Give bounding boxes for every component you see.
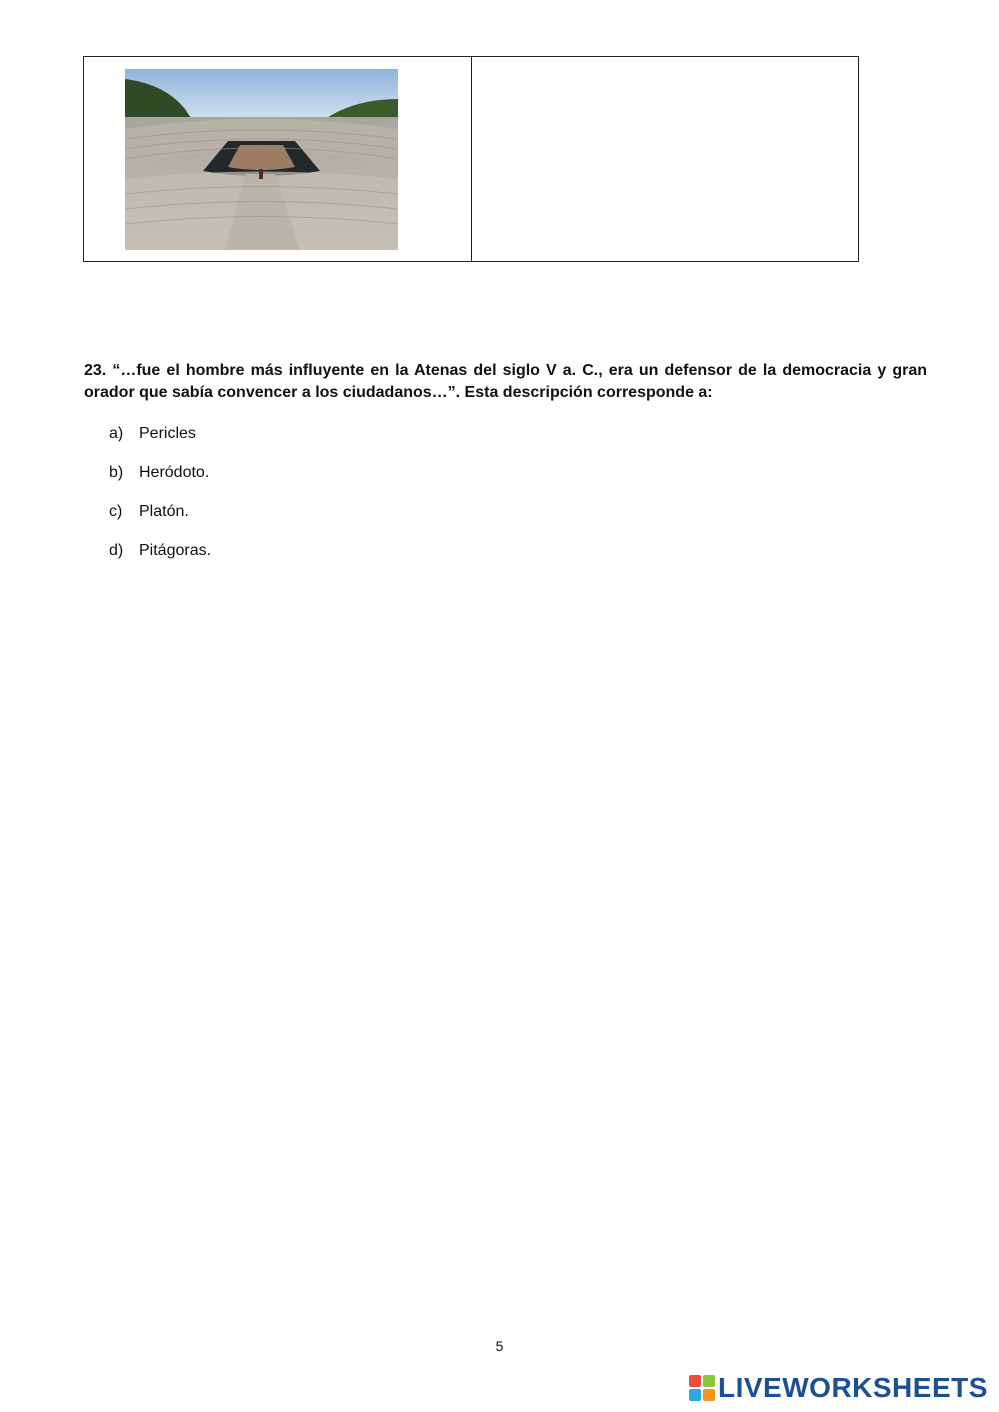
option-a[interactable] bbox=[109, 423, 211, 462]
option-text: Heródoto. bbox=[139, 464, 210, 481]
option-text: Pitágoras. bbox=[139, 542, 212, 559]
stadium-photo bbox=[125, 69, 398, 250]
option-letter: c) bbox=[109, 503, 123, 520]
option-b[interactable] bbox=[109, 462, 211, 501]
page-number: 5 bbox=[495, 1338, 504, 1354]
options-list bbox=[109, 423, 211, 579]
option-letter: d) bbox=[109, 542, 124, 559]
option-d[interactable] bbox=[109, 540, 211, 579]
option-c[interactable] bbox=[109, 501, 211, 540]
option-text: Pericles bbox=[139, 425, 196, 442]
logo-text: LIVEWORKSHEETS bbox=[718, 1372, 988, 1403]
option-text: Platón. bbox=[139, 503, 189, 520]
option-letter: a) bbox=[109, 425, 124, 442]
answer-table bbox=[83, 56, 859, 262]
option-letter: b) bbox=[109, 464, 124, 481]
liveworksheets-logo-icon bbox=[689, 1375, 715, 1401]
question-text: 23. “…fue el hombre más influyente en la Atenas del siglo V a. C., era un defensor de la democracia y gran orador que sabía convencer a los ciudadanos…”. Esta descripción corresponde a: bbox=[84, 362, 927, 401]
answer-cell[interactable] bbox=[472, 57, 858, 261]
image-cell bbox=[84, 57, 472, 261]
liveworksheets-logo[interactable] bbox=[689, 1373, 988, 1403]
